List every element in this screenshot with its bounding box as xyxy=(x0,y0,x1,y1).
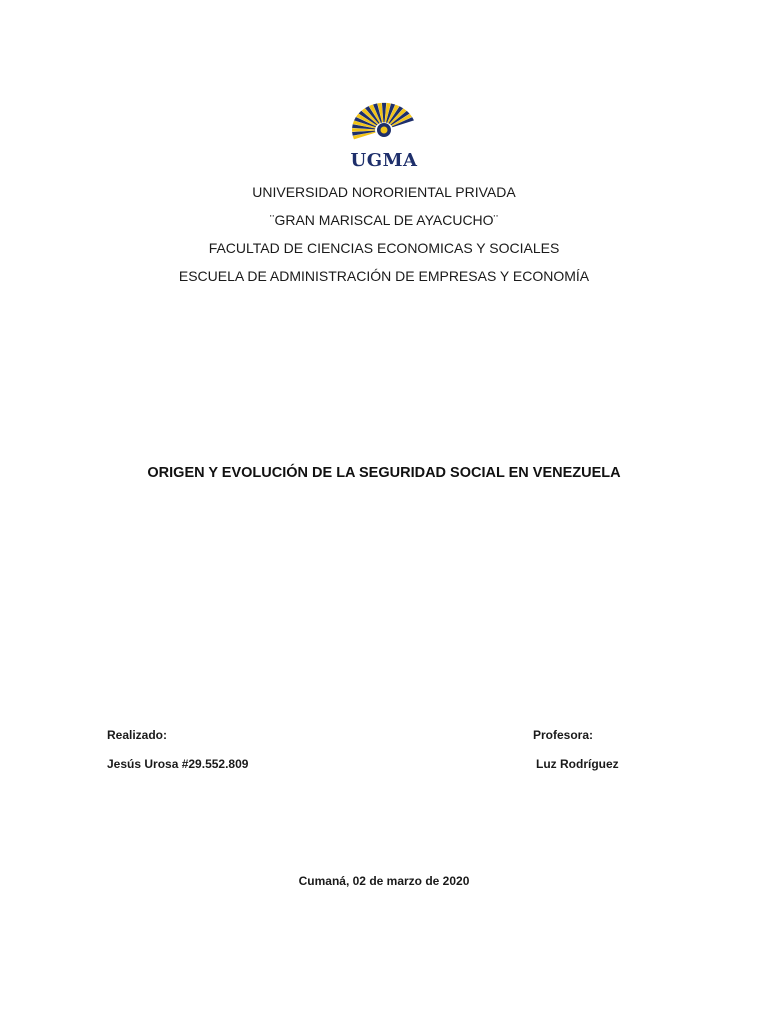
university-logo xyxy=(340,92,428,176)
university-name: UNIVERSIDAD NORORIENTAL PRIVADA xyxy=(252,184,516,200)
university-subtitle: ¨GRAN MARISCAL DE AYACUCHO¨ xyxy=(269,212,499,228)
faculty-name: FACULTAD DE CIENCIAS ECONOMICAS Y SOCIALES xyxy=(208,240,560,256)
logo-center-dot xyxy=(381,127,388,134)
professor-name: Luz Rodríguez xyxy=(536,757,619,771)
document-title: ORIGEN Y EVOLUCIÓN DE LA SEGURIDAD SOCIAL EN VENEZUELA xyxy=(147,465,621,481)
sunburst-emblem-icon xyxy=(340,92,428,152)
school-name: ESCUELA DE ADMINISTRACIÓN DE EMPRESAS Y ECONOMÍA xyxy=(178,268,590,284)
author-name: Jesús Urosa #29.552.809 xyxy=(107,757,249,771)
place-date: Cumaná, 02 de marzo de 2020 xyxy=(298,874,470,888)
author-label: Realizado: xyxy=(107,728,168,742)
logo-text: UGMA xyxy=(350,150,418,171)
professor-label: Profesora: xyxy=(533,728,594,742)
